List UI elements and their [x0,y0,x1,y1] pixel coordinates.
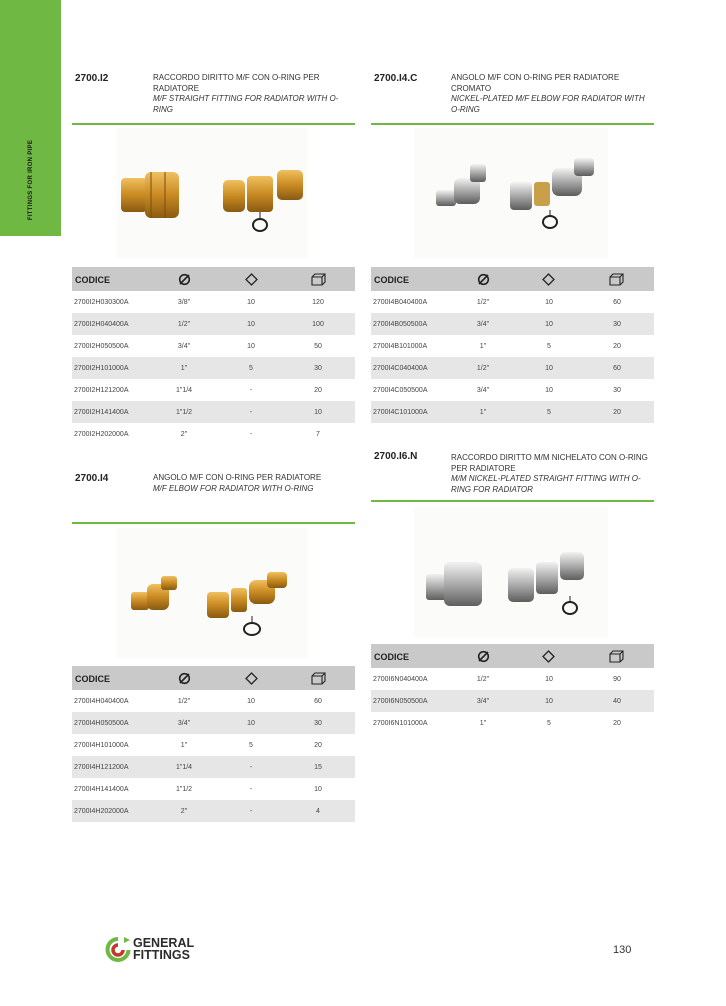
section-divider [371,500,654,502]
cell-code: 2700I2H202000A [74,431,129,438]
cell-hex: 10 [247,698,255,705]
cell-code: 2700I4C040400A [373,365,428,372]
product-code-2700-i2: 2700.I2 [75,73,109,84]
cell-pack: 60 [613,299,621,306]
diameter-icon [477,650,490,663]
diameter-icon [178,273,191,286]
cell-pack: 10 [314,786,322,793]
cell-code: 2700I4H141400A [74,786,129,793]
cell-pack: 100 [312,321,324,328]
cell-code: 2700I4H121200A [74,764,129,771]
description-english: NICKEL-PLATED M/F ELBOW FOR RADIATOR WITH O-RING [451,94,645,114]
cell-hex: 10 [545,365,553,372]
cell-hex: 10 [545,698,553,705]
product-photo-2700-i2 [117,128,307,258]
cell-hex: 10 [545,387,553,394]
column-header-code: CODICE [374,652,410,662]
cell-pack: 120 [312,299,324,306]
table-row [371,335,654,357]
cell-size: 2" [180,431,188,438]
cell-size: 1" [180,742,188,749]
table-row [72,690,355,712]
table-row [72,800,355,822]
cell-hex: - [249,786,253,793]
cell-code: 2700I2H121200A [74,387,129,394]
cell-hex: 10 [247,321,255,328]
product-table-2700-i2 [72,267,355,451]
cell-hex: 10 [247,720,255,727]
cell-size: 3/4" [177,720,191,727]
cell-code: 2700I4H040400A [74,698,129,705]
cell-size: 1" [180,365,188,372]
cell-code: 2700I2H030300A [74,299,129,306]
cell-pack: 30 [613,321,621,328]
table-row [72,401,355,423]
cell-code: 2700I2H050500A [74,343,129,350]
cell-code: 2700I4B101000A [373,343,428,350]
description-italian: RACCORDO DIRITTO M/M NICHELATO CON O-RING PER RADIATORE [451,453,648,473]
cell-pack: 20 [613,409,621,416]
table-row [371,712,654,734]
table-row [72,734,355,756]
table-row [371,379,654,401]
cell-pack: 60 [314,698,322,705]
table-row [371,357,654,379]
product-code-2700-i4: 2700.I4 [75,473,109,484]
cell-code: 2700I6N101000A [373,720,428,727]
product-description-2700-i4-c [451,73,653,115]
table-row [72,313,355,335]
sidebar-tab [0,0,61,236]
section-divider [72,522,355,524]
cell-pack: 60 [613,365,621,372]
cell-size: 3/4" [177,343,191,350]
cell-hex: 10 [247,299,255,306]
cell-hex: - [249,409,253,416]
cell-size: 1/2" [476,365,490,372]
product-photo-2700-i4 [117,528,307,658]
cell-size: 3/4" [476,321,490,328]
table-row [72,357,355,379]
cell-code: 2700I2H101000A [74,365,129,372]
description-english: M/F STRAIGHT FITTING FOR RADIATOR WITH O-RING [153,94,339,114]
section-divider [72,123,355,125]
table-header [72,267,355,291]
cell-pack: 30 [314,365,322,372]
product-description-2700-i4 [153,473,353,494]
cell-pack: 7 [316,431,320,438]
cell-code: 2700I2H141400A [74,409,129,416]
cell-size: 1" [479,720,487,727]
box-pack-icon [609,650,624,663]
cell-pack: 30 [314,720,322,727]
product-code-2700-i4-c: 2700.I4.C [374,73,418,84]
product-table-2700-i4-c [371,267,654,429]
product-table-2700-i6-n [371,644,654,736]
cell-hex: 5 [547,409,551,416]
description-english: M/M NICKEL-PLATED STRAIGHT FITTING WITH O-RING FOR RADIATOR [451,474,641,494]
diameter-icon [178,672,191,685]
cell-hex: 5 [547,720,551,727]
cell-pack: 40 [613,698,621,705]
cell-pack: 90 [613,676,621,683]
cell-hex: 5 [249,365,253,372]
product-code-2700-i6-n: 2700.I6.N [374,451,418,462]
hexagon-pack-icon [542,273,555,286]
cell-size: 2" [180,808,188,815]
cell-code: 2700I2H040400A [74,321,129,328]
cell-size: 1" [479,343,487,350]
table-row [371,291,654,313]
brand-logo [105,936,131,969]
cell-pack: 4 [316,808,320,815]
cell-hex: - [249,764,253,771]
cell-hex: 5 [547,343,551,350]
cell-pack: 20 [613,343,621,350]
hexagon-pack-icon [245,273,258,286]
table-row [371,401,654,423]
cell-pack: 50 [314,343,322,350]
cell-hex: - [249,387,253,394]
product-photo-2700-i6-n [414,506,608,638]
product-table-2700-i4 [72,666,355,828]
table-header [371,267,654,291]
cell-pack: 20 [613,720,621,727]
cell-hex: 10 [247,343,255,350]
brand-name-line2: FITTINGS [133,948,190,962]
cell-size: 1"1/4 [175,764,193,771]
hexagon-pack-icon [245,672,258,685]
cell-code: 2700I6N050500A [373,698,428,705]
cell-size: 1"1/2 [175,409,193,416]
cell-hex: 10 [545,321,553,328]
column-header-code: CODICE [374,275,410,285]
description-english: M/F ELBOW FOR RADIATOR WITH O-RING [153,483,314,493]
description-italian: ANGOLO M/F CON O-RING PER RADIATORE CROMATO [451,73,620,93]
cell-size: 1" [479,409,487,416]
table-header [371,644,654,668]
cell-pack: 10 [314,409,322,416]
cell-hex: 10 [545,299,553,306]
table-row [72,335,355,357]
cell-pack: 20 [314,742,322,749]
cell-size: 1/2" [177,698,191,705]
table-header [72,666,355,690]
product-description-2700-i6-n [451,453,653,495]
hexagon-pack-icon [542,650,555,663]
page-number: 130 [613,944,632,956]
description-italian: RACCORDO DIRITTO M/F CON O-RING PER RADIATORE [153,73,320,93]
table-row [371,668,654,690]
cell-hex: 10 [545,676,553,683]
section-divider [371,123,654,125]
table-row [72,291,355,313]
cell-code: 2700I4B040400A [373,299,428,306]
sidebar-label: FITTINGS FOR IRON PIPE [28,139,34,221]
brand-logo-icon [105,936,131,964]
cell-size: 3/4" [476,387,490,394]
box-pack-icon [311,672,326,685]
cell-size: 1/2" [177,321,191,328]
cell-size: 1/2" [476,676,490,683]
table-row [72,423,355,445]
box-pack-icon [609,273,624,286]
product-photo-2700-i4-c [414,128,608,258]
table-row [72,379,355,401]
cell-pack: 20 [314,387,322,394]
column-header-code: CODICE [75,275,111,285]
cell-code: 2700I4H202000A [74,808,129,815]
cell-size: 3/8" [177,299,191,306]
cell-size: 3/4" [476,698,490,705]
table-row [72,778,355,800]
cell-size: 1"1/2 [175,786,193,793]
table-row [371,313,654,335]
description-italian: ANGOLO M/F CON O-RING PER RADIATORE [153,473,322,482]
cell-size: 1"1/4 [175,387,193,394]
cell-hex: - [249,808,253,815]
column-header-code: CODICE [75,674,111,684]
cell-code: 2700I4H101000A [74,742,129,749]
cell-hex: - [249,431,253,438]
cell-code: 2700I6N040400A [373,676,428,683]
brand-name [133,937,194,961]
table-row [72,712,355,734]
brand-name-line1: GENERAL [133,936,195,950]
diameter-icon [477,273,490,286]
cell-code: 2700I4C050500A [373,387,428,394]
cell-code: 2700I4H050500A [74,720,129,727]
cell-pack: 15 [314,764,322,771]
cell-code: 2700I4C101000A [373,409,428,416]
table-row [371,690,654,712]
table-row [72,756,355,778]
cell-code: 2700I4B050500A [373,321,428,328]
product-description-2700-i2 [153,73,353,115]
cell-size: 1/2" [476,299,490,306]
cell-pack: 30 [613,387,621,394]
box-pack-icon [311,273,326,286]
cell-hex: 5 [249,742,253,749]
